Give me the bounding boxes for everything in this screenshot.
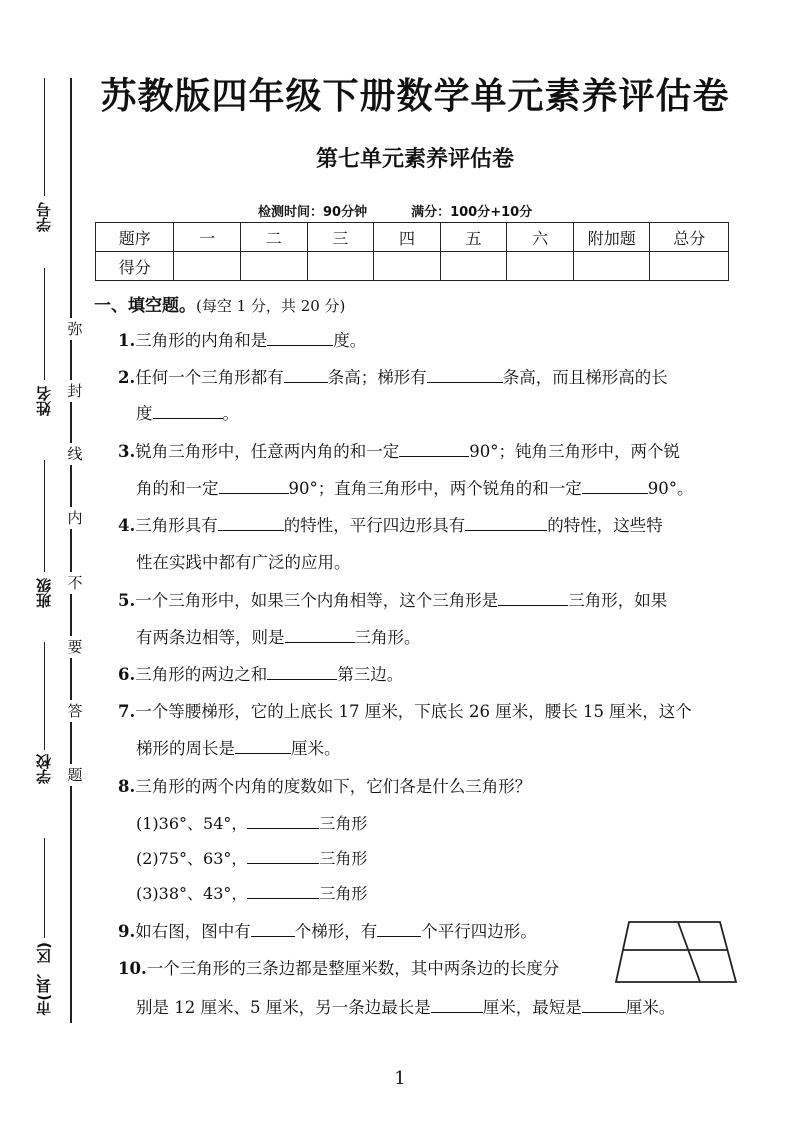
page-number: 1	[394, 1068, 406, 1089]
question-text: 第三边。	[337, 665, 404, 684]
trapezoid-figure	[612, 918, 742, 988]
sub-question-text: (3)38°、43°，	[136, 884, 248, 903]
question-text: 一个等腰梯形，它的上底长 17 厘米，下底长 26 厘米，腰长 15 厘米，这个	[135, 702, 692, 721]
page-subtitle: 第七单元素养评估卷	[315, 147, 514, 172]
section-title: 一、填空题。	[94, 296, 196, 316]
question-8	[118, 769, 531, 805]
seal-char: 答	[64, 700, 86, 722]
answer-blank[interactable]	[247, 845, 319, 864]
sub-question-tail: 三角形	[319, 814, 368, 833]
question-number: 5.	[118, 591, 136, 610]
score-header-cell: 题序	[96, 223, 174, 252]
exam-time: 检测时间：90分钟	[258, 205, 368, 220]
field-class	[18, 460, 58, 640]
question-number: 6.	[118, 665, 136, 684]
field-underline	[44, 460, 45, 572]
score-cell[interactable]	[307, 252, 374, 281]
field-label-name: 姓名	[35, 386, 53, 416]
field-name	[18, 268, 58, 458]
question-text: 三角形具有	[135, 516, 218, 535]
answer-blank[interactable]	[377, 918, 421, 937]
answer-blank[interactable]	[247, 810, 319, 829]
score-table-header-row	[96, 223, 729, 252]
field-label-city: 市(县、区)	[35, 942, 53, 1016]
question-3-continued	[136, 471, 694, 507]
question-4	[118, 508, 663, 544]
score-header-cell: 五	[440, 223, 507, 252]
answer-blank[interactable]	[284, 364, 328, 383]
seal-char: 内	[64, 507, 86, 529]
score-cell[interactable]	[573, 252, 650, 281]
question-text: 一个三角形中，如果三个内角相等，这个三角形是	[135, 591, 499, 610]
answer-blank[interactable]	[431, 994, 483, 1013]
answer-blank[interactable]	[399, 438, 469, 457]
slanted-divider	[678, 922, 700, 982]
question-text: 任何一个三角形都有	[135, 368, 284, 387]
sub-question-text: (1)36°、54°，	[136, 814, 248, 833]
section-note: (每空 1 分，共 20 分)	[196, 297, 346, 315]
trapezoid-outline	[616, 922, 736, 982]
question-text: 度。	[333, 331, 367, 350]
sub-question-text: (2)75°、63°，	[136, 849, 248, 868]
answer-blank[interactable]	[153, 400, 223, 419]
question-number: 4.	[118, 516, 136, 535]
seal-char: 线	[64, 443, 86, 465]
question-text: 条高；梯形有	[327, 368, 427, 387]
question-number: 1.	[118, 331, 136, 350]
score-header-cell: 附加题	[573, 223, 650, 252]
sub-question-tail: 三角形	[319, 884, 368, 903]
question-4-continued	[136, 545, 351, 581]
answer-blank[interactable]	[285, 624, 355, 643]
question-number: 7.	[118, 702, 136, 721]
question-10	[118, 951, 559, 987]
question-5-continued	[136, 620, 421, 656]
field-school	[18, 642, 58, 802]
field-city	[18, 838, 58, 1028]
question-number: 3.	[118, 442, 136, 461]
question-10-continued	[136, 990, 675, 1026]
question-8-part-3	[136, 876, 367, 912]
question-2	[118, 360, 668, 396]
question-text: 三角形的内角和是	[135, 331, 268, 350]
score-table	[95, 222, 729, 281]
seal-char: 封	[64, 380, 86, 402]
field-underline	[44, 268, 45, 380]
answer-blank[interactable]	[251, 918, 295, 937]
question-text: 90°。	[647, 479, 694, 498]
question-text: 有两条边相等，则是	[136, 628, 285, 647]
question-number: 10.	[118, 959, 147, 978]
question-text: 90°；钝角三角形中，两个锐	[469, 442, 680, 461]
question-text: 度	[136, 404, 153, 423]
answer-blank[interactable]	[219, 475, 289, 494]
question-number: 9.	[118, 922, 136, 941]
score-row-label: 得分	[96, 252, 174, 281]
field-student-id	[18, 78, 58, 268]
question-text: 锐角三角形中，任意两内角的和一定	[135, 442, 400, 461]
question-text: 个梯形，有	[294, 922, 378, 941]
score-header-cell: 六	[507, 223, 574, 252]
score-cell[interactable]	[374, 252, 441, 281]
field-label-student-id: 学号	[35, 202, 53, 232]
score-cell[interactable]	[440, 252, 507, 281]
score-header-cell: 二	[241, 223, 308, 252]
question-7	[118, 694, 692, 730]
seal-char: 弥	[64, 318, 86, 340]
question-text: 厘米。	[291, 739, 341, 758]
question-5	[118, 583, 667, 619]
question-number: 2.	[118, 368, 136, 387]
answer-blank[interactable]	[267, 327, 333, 346]
score-cell[interactable]	[650, 252, 729, 281]
question-text: 性在实践中都有广泛的应用。	[136, 553, 351, 572]
question-text: 别是 12 厘米、5 厘米，另一条边最长是	[136, 998, 431, 1017]
exam-meta	[258, 201, 532, 220]
score-header-cell: 一	[174, 223, 241, 252]
score-table-score-row	[96, 252, 729, 281]
question-text: 梯形的周长是	[136, 739, 235, 758]
score-cell[interactable]	[174, 252, 241, 281]
question-8-part-1	[136, 806, 367, 842]
seal-char: 题	[64, 764, 86, 786]
full-score: 满分：100分+10分	[411, 205, 533, 220]
question-text: 。	[222, 404, 239, 423]
answer-blank[interactable]	[427, 364, 503, 383]
seal-char: 要	[64, 636, 86, 658]
answer-blank[interactable]	[465, 512, 547, 531]
field-label-class: 班级	[35, 578, 53, 608]
question-text: 90°；直角三角形中，两个锐角的和一定	[288, 479, 582, 498]
question-9	[118, 914, 537, 950]
seal-line	[70, 78, 72, 1023]
sub-question-tail: 三角形	[319, 849, 368, 868]
answer-blank[interactable]	[235, 735, 291, 754]
question-text: 厘米。	[625, 998, 676, 1017]
score-header-cell: 四	[374, 223, 441, 252]
score-header-cell: 三	[307, 223, 374, 252]
answer-blank[interactable]	[267, 661, 337, 680]
question-text: 的特性，这些特	[547, 516, 663, 535]
field-underline	[44, 838, 45, 938]
question-6	[118, 657, 403, 693]
question-text: 三角形的两边之和	[135, 665, 268, 684]
answer-blank[interactable]	[582, 475, 648, 494]
question-text: 三角形，如果	[568, 591, 668, 610]
question-2-continued	[136, 396, 239, 432]
question-8-part-2	[136, 841, 367, 877]
question-1	[118, 323, 366, 359]
question-text: 一个三角形的三条边都是整厘米数，其中两条边的长度分	[146, 959, 560, 978]
answer-blank[interactable]	[498, 587, 568, 606]
question-text: 三角形。	[354, 628, 421, 647]
question-3	[118, 434, 680, 470]
field-underline	[44, 78, 45, 196]
question-text: 如右图，图中有	[135, 922, 251, 941]
question-text: 的特性，平行四边形具有	[283, 516, 466, 535]
question-text: 条高，而且梯形高的长	[502, 368, 668, 387]
section-heading	[94, 291, 345, 316]
question-number: 8.	[118, 777, 136, 796]
field-underline	[44, 642, 45, 750]
score-cell[interactable]	[507, 252, 574, 281]
question-text: 角的和一定	[136, 479, 219, 498]
answer-blank[interactable]	[247, 880, 319, 899]
page-title: 苏教版四年级下册数学单元素养评估卷	[100, 76, 730, 117]
question-text: 个平行四边形。	[421, 922, 537, 941]
field-label-school: 学校	[35, 754, 53, 784]
question-7-continued	[136, 731, 341, 767]
score-header-cell: 总分	[650, 223, 729, 252]
question-text: 三角形的两个内角的度数如下，它们各是什么三角形？	[135, 777, 532, 796]
answer-blank[interactable]	[218, 512, 284, 531]
answer-blank[interactable]	[582, 994, 626, 1013]
score-cell[interactable]	[241, 252, 308, 281]
seal-char: 不	[64, 572, 86, 594]
question-text: 厘米，最短是	[482, 998, 582, 1017]
